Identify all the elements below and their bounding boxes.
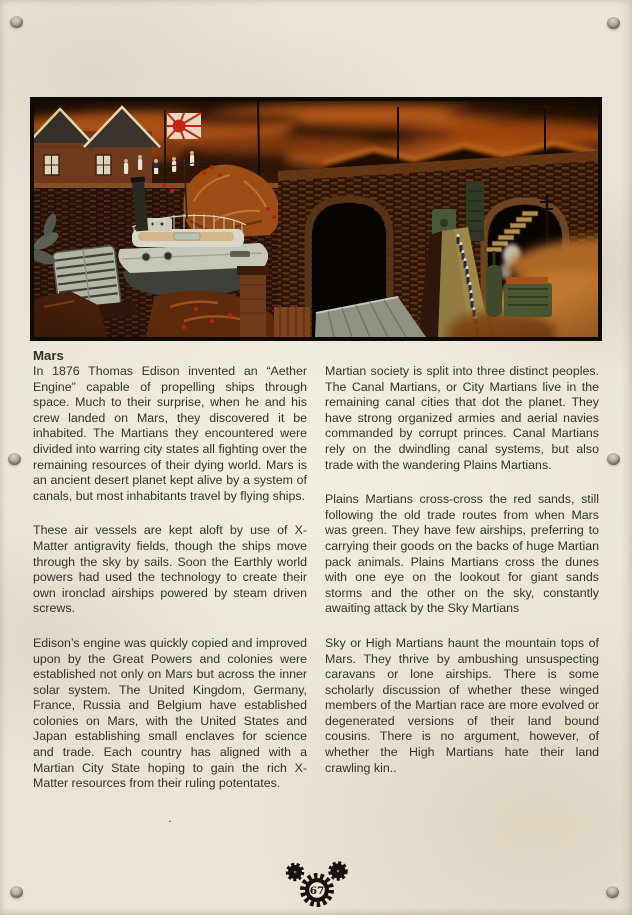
stray-period: . (168, 810, 172, 825)
rivet-icon (607, 17, 620, 29)
photo-vignette (34, 101, 598, 337)
rivet-icon (607, 453, 620, 465)
paragraph: Martian society is split into three distinct peoples. The Canal Martians, or City Martians live in the remaining canal cities that dot the planet. They have strong organized armies and aerial navies commanded by corrupt princes. Canal Martians rely on the dwindling canal systems, but also trade with the wandering Plains Martians. (325, 364, 599, 472)
paragraph: These air vessels are kept aloft by use of X-Matter antigravity fields, though the ships move through the sky by sails. Soon the Earthly world powers had used the technology to create their own ironclad airships powered by steam driven screws. (33, 523, 307, 616)
paragraph: Edison’s engine was quickly copied and improved upon by the Great Powers and colonies were established not only on Mars but across the inner solar system. The United Kingdom, Germany, France, Russia and Belgium have established colonies on Mars, with the United States and Japan establishing small enclaves for science and trade. Each country has aligned with a Martian City State hoping to gain the rich X-Matter resources from their ruling potentates. (33, 635, 307, 791)
rivet-icon (606, 886, 619, 898)
diorama-photo (30, 97, 602, 341)
page-title: Mars (33, 348, 64, 363)
rivet-icon (10, 16, 23, 28)
article-columns (33, 347, 599, 826)
gear-icon (331, 864, 346, 879)
rivet-icon (8, 453, 21, 465)
diorama-illustration (34, 101, 598, 337)
page-number-gears (277, 861, 357, 913)
paragraph: Plains Martians cross-cross the red sands, still following the old trade routes from when Mars was green. They have few airships, preferring to carrying their goods on the backs of huge Martian pack animals. Plains Martians cross the dunes with one eye on the lookout for giant sands storms and the other on the sky, constantly awaiting attack by the Sky Martians (325, 492, 599, 616)
left-column (33, 347, 307, 826)
page-number: 67 (309, 884, 325, 897)
paragraph: In 1876 Thomas Edison invented an “Aether Engine” capable of propelling ships through space. Much to their surprise, when he and his crew landed on Mars, they discovered it be inhabited. The Martians they encountered were divided into warring city states all fighting over the remaining resources of their dying world. Mars is an ancient desert planet kept alive by a system of canals, but most inhabitants travel by flying ships. (33, 364, 307, 503)
paragraph: Sky or High Martians haunt the mountain tops of Mars. They thrive by ambushing unsuspecting caravans or lone airships. There is some scholarly discussion of whether these winged members of the Martian race are more evolved or degenerated versions of their land bound cousins. There is no argument, however, of whether the High Martians hate their land crawling kin.. (325, 635, 599, 775)
right-column (325, 347, 599, 826)
rivet-icon (10, 886, 23, 898)
gear-icon (288, 865, 302, 879)
page-number-badge (304, 877, 331, 904)
